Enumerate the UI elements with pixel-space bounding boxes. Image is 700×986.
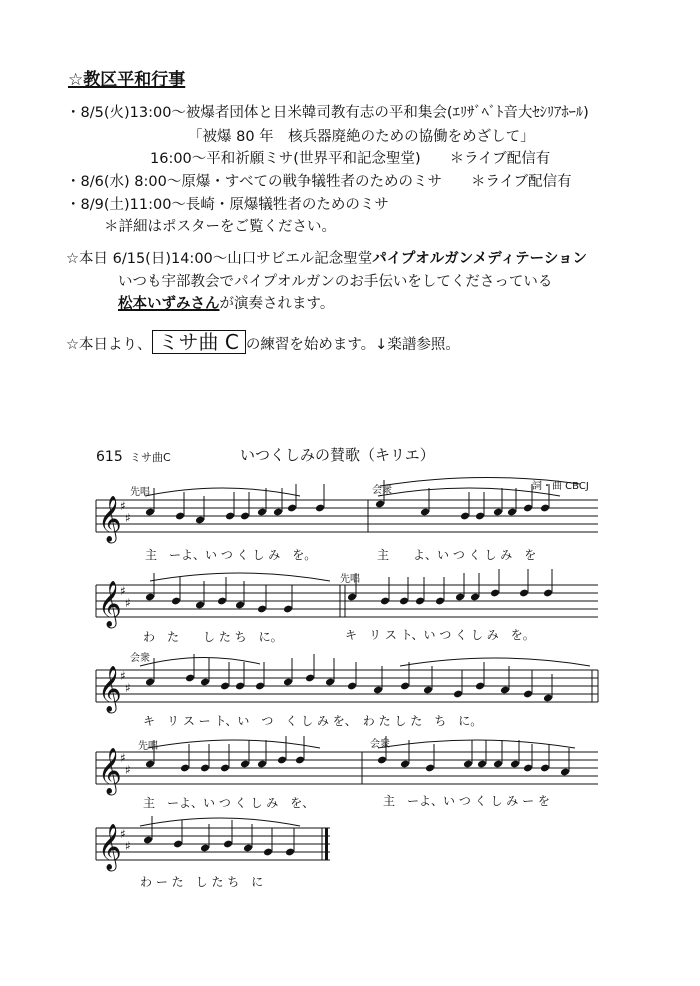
event-line-4: ・8/6(水) 8:00～原爆・すべての戦争犠牲者のためのミサ ＊ライブ配信有 xyxy=(66,174,572,190)
hymn-number: 615 xyxy=(96,449,123,465)
lyric-line: 主 ーよ、い つ く し み を。 xyxy=(145,548,317,562)
sharp-sign-icon: ♯ xyxy=(120,499,126,513)
slur xyxy=(378,740,575,748)
congregation-mark: 会衆 xyxy=(130,653,150,664)
organ-line3-suffix: が演奏されます。 xyxy=(219,296,335,312)
cantor-mark: 先唱 xyxy=(130,487,150,498)
treble-clef-icon: 𝄞 xyxy=(98,748,122,794)
slur xyxy=(148,740,320,748)
sharp-sign-icon: ♯ xyxy=(125,681,131,695)
lyric-line: わ ー た し た ち に xyxy=(140,875,264,889)
organ-performer: 松本いずみさん xyxy=(118,296,220,312)
sharp-sign-icon: ♯ xyxy=(120,584,126,598)
sharp-sign-icon: ♯ xyxy=(120,751,126,765)
hymn-title: いつくしみの賛歌（キリエ） xyxy=(240,446,435,464)
treble-clef-icon: 𝄞 xyxy=(98,496,122,542)
sharp-sign-icon: ♯ xyxy=(125,596,131,610)
congregation-mark: 会衆 xyxy=(370,739,390,750)
organ-line-2: いつも宇部教会でパイプオルガンのお手伝いをしてくださっている xyxy=(118,274,553,290)
slur xyxy=(400,658,590,666)
slur xyxy=(140,657,260,666)
organ-prefix: ☆本日 6/15(日)14:00～山口サビエル記念聖堂 xyxy=(66,251,373,267)
event-line-3: 16:00～平和祈願ミサ(世界平和記念聖堂) ＊ライブ配信有 xyxy=(150,151,551,167)
slur xyxy=(150,573,330,581)
sharp-sign-icon: ♯ xyxy=(120,669,126,683)
event-line-5: ・8/9(土)11:00～長崎・原爆犠牲者のためのミサ xyxy=(66,197,389,213)
lyric-line: わ た し た ち に。 xyxy=(143,630,283,644)
practice-prefix: ☆本日より、 xyxy=(66,337,152,353)
sharp-sign-icon: ♯ xyxy=(120,827,126,841)
lyric-line: キ リ ス ト、い つ く し み を。 xyxy=(345,628,535,642)
section-title: ☆教区平和行事 xyxy=(68,70,186,90)
slur xyxy=(140,818,300,826)
event-note: ＊詳細はポスターをご覧ください。 xyxy=(104,219,336,235)
treble-clef-icon: 𝄞 xyxy=(98,666,122,712)
sharp-sign-icon: ♯ xyxy=(125,839,131,853)
lyric-line: 主 ーよ、い つ く し み を、 xyxy=(143,796,315,810)
congregation-mark: 会衆 xyxy=(372,485,392,496)
lyric-line: キ リ ス ー ト、い つ く し み を、 わ た し た ち に。 xyxy=(143,714,483,728)
sharp-sign-icon: ♯ xyxy=(125,511,131,525)
cantor-mark: 先唱 xyxy=(340,574,360,585)
composer-credit: 詞・曲 CBCJ xyxy=(532,481,589,492)
slur xyxy=(380,477,580,486)
event-line-1: ・8/5(火)13:00～被爆者団体と日米韓司教有志の平和集会(ｴﾘｻﾞﾍﾞﾄ音大ｾｼﾘｱﾎｰﾙ) xyxy=(66,105,589,121)
lyric-line: 主 ーよ、い つ く し み ー を xyxy=(383,794,550,808)
cantor-mark: 先唱 xyxy=(138,741,158,752)
event-line-2: 「被爆 80 年 核兵器廃絶のための協働をめざして」 xyxy=(188,129,535,145)
sharp-sign-icon: ♯ xyxy=(125,763,131,777)
treble-clef-icon: 𝄞 xyxy=(98,824,122,870)
organ-title: パイプオルガンメディテーション xyxy=(372,251,588,267)
slur xyxy=(145,488,300,496)
mass-label: ミサ曲C xyxy=(130,451,171,464)
treble-clef-icon: 𝄞 xyxy=(98,581,122,627)
lyric-line: 主 よ、い つ く し み を xyxy=(377,548,537,562)
practice-suffix: の練習を始めます。↓楽譜参照。 xyxy=(245,337,460,353)
final-barline-thick xyxy=(325,828,328,860)
mass-c-box: ミサ曲 C xyxy=(152,330,246,354)
